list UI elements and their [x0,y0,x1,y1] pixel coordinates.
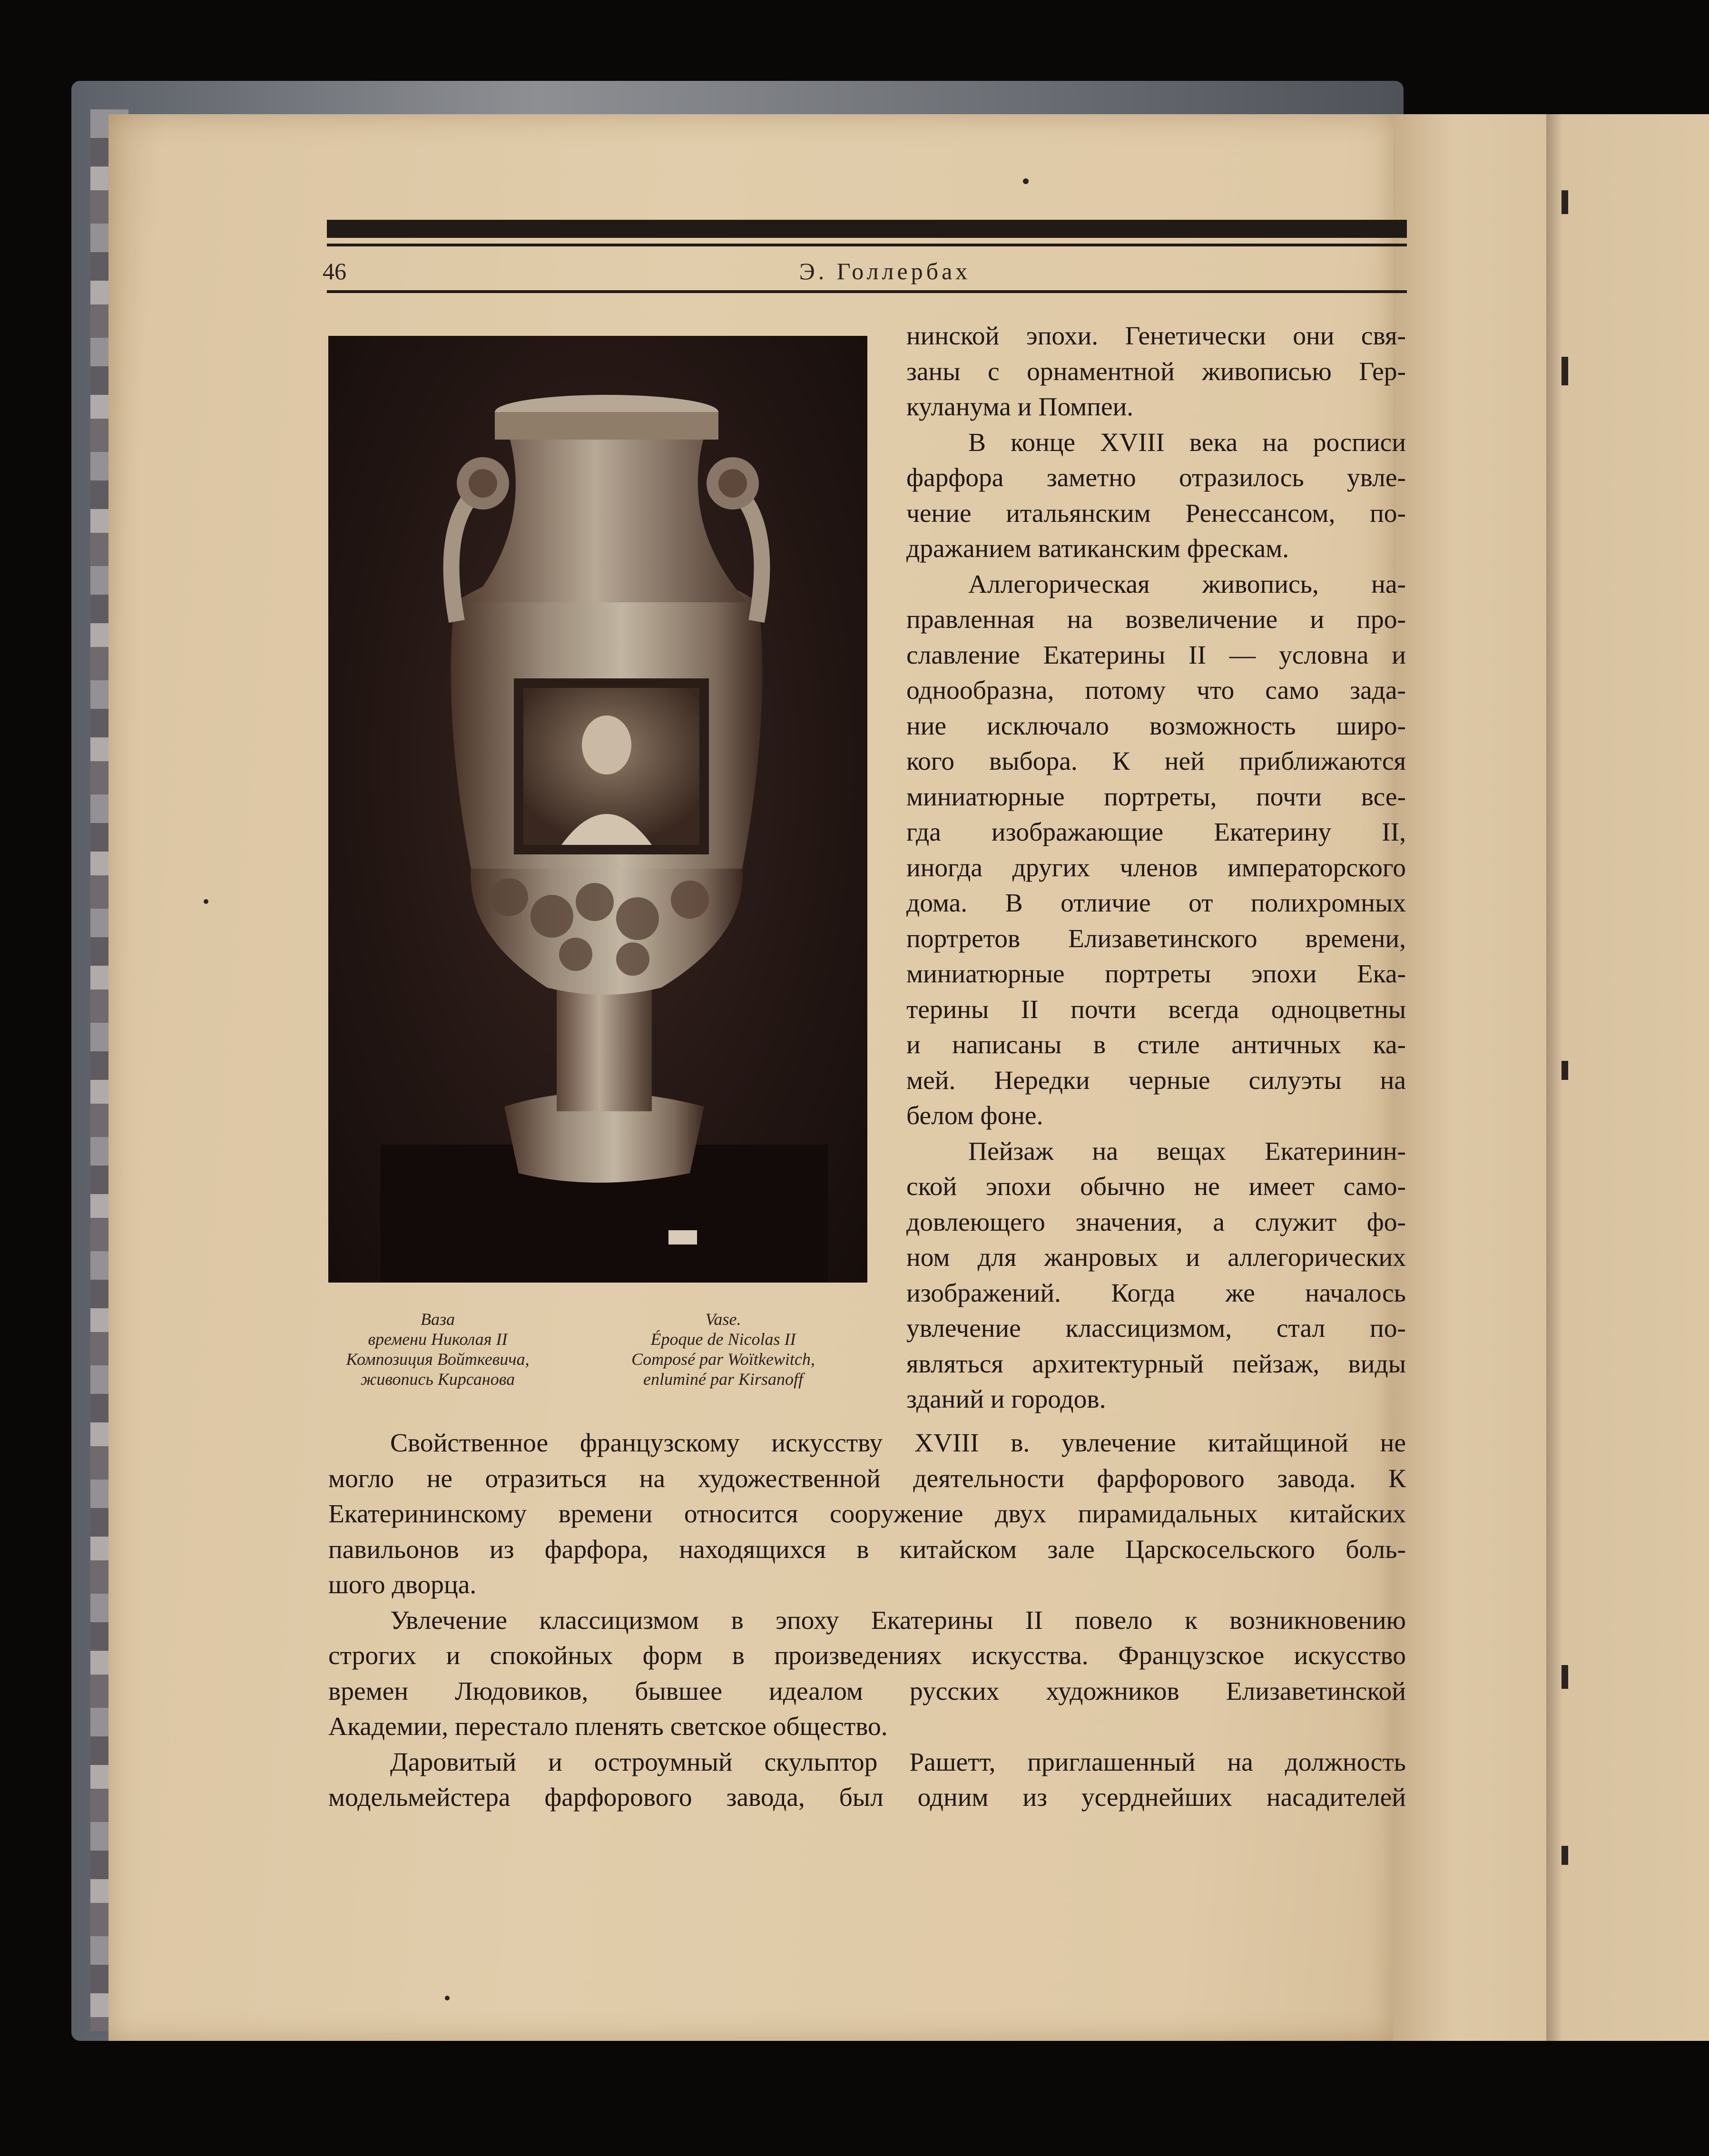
text-line: павильонов из фарфора, находящихся в китайском зале Царскосельского боль- [328,1535,1406,1564]
right-page-edge [1546,114,1709,2041]
text-line: славление Екатерины II — условна и [906,640,1406,670]
text-line: миниатюрные портреты эпохи Ека- [906,960,1406,989]
text-line: нинской эпохи. Генетически они свя- [906,322,1406,351]
page-edge-mark [1562,1061,1568,1080]
text-line: дома. В отличие от полихромных [906,889,1406,918]
text-line: заны с орнаментной живописью Гер- [906,357,1406,386]
text-line: чение итальянским Ренессансом, по- [906,499,1406,528]
caption-line: enluminé par Kirsanoff [643,1370,803,1389]
caption-line: живопись Кирсанова [360,1370,515,1389]
text-line: Екатерининскому времени относится сооружение двух пирамидальных китайских [328,1499,1406,1529]
text-line: и написаны в стиле античных ка- [906,1030,1406,1059]
caption-russian [304,1309,571,1389]
text-line: изображений. Когда же началось [906,1278,1406,1308]
text-line: Увлечение классицизмом в эпоху Екатерины II повело к возникновению [390,1606,1406,1635]
text-line: Пейзаж на вещах Екатеринин- [968,1137,1406,1166]
caption-line: времени Николая II [368,1330,508,1349]
paper-speck [445,1996,450,2000]
text-line: терины II почти всегда одноцветны [906,995,1406,1024]
text-line: модельмейстера фарфорового завода, был одним из усерднейших насадителей [328,1783,1406,1812]
text-line: белом фоне. [906,1101,1043,1130]
text-line: зданий и городов. [906,1385,1106,1414]
text-line: Даровитый и остроумный скульптор Рашетт, приглашенный на должность [390,1747,1406,1777]
caption-line: Composé par Woïtkewitch, [631,1350,815,1369]
text-line: мей. Нередки черные силуэты на [906,1066,1406,1095]
page-edge-mark [1562,1846,1568,1865]
text-line: правленная на возвеличение и про- [906,605,1406,634]
page-edge-mark [1562,1665,1568,1689]
vase-photograph [328,336,867,1283]
text-line: однообразна, потому что само зада- [906,676,1406,705]
header-rule-bottom [327,290,1407,293]
text-line: ном для жанровых и аллегорических [906,1243,1406,1272]
page-edge-mark [1562,190,1568,214]
text-line: увлечение классицизмом, стал по- [906,1314,1406,1343]
header-rule-thin [327,244,1407,246]
text-line: гда изображающие Екатерину II, [906,818,1406,847]
page-gutter [1393,114,1546,2041]
page-edge-mark [1562,357,1568,385]
text-line: дражанием ватиканским фрескам. [906,534,1289,563]
text-line: Аллегорическая живопись, на- [968,569,1406,599]
text-line: довлеющего значения, а служит фо- [906,1207,1406,1237]
caption-line: Vase. [705,1310,741,1329]
text-line: строгих и спокойных форм в произведениях искусства. Французское искусство [328,1641,1406,1670]
text-line: времен Людовиков, бывшее идеалом русских художников Елизаветинской [328,1676,1406,1706]
text-line: иногда других членов императорского [906,853,1406,882]
text-line: Академии, перестало пленять светское общество. [328,1712,888,1741]
text-line: ние исключало возможность широ- [906,711,1406,741]
text-line: В конце XVIII века на росписи [968,428,1406,457]
caption-line: Композиция Войткевича, [346,1350,530,1369]
running-head: Э. Голлербах [799,258,971,284]
text-line: шого дворца. [328,1570,477,1599]
page-number: 46 [323,258,346,284]
text-line: портретов Елизаветинского времени, [906,924,1406,953]
body-text [328,1426,1406,1816]
text-line: кого выбора. К ней приближаются [906,747,1406,776]
caption-line: Ваза [420,1310,455,1329]
column-text [906,319,1406,1418]
text-line: могло не отразиться на художественной деятельности фарфорового завода. К [328,1464,1406,1493]
text-line: являться архитектурный пейзаж, виды [906,1349,1406,1379]
caption-line: Époque de Nicolas II [650,1330,796,1349]
paper-speck [1023,178,1029,184]
text-line: Свойственное французскому искусству XVIII в. увлечение китайщиной не [390,1429,1406,1458]
vase-illustration [328,336,867,1283]
header-rule-thick [327,220,1407,238]
caption-french [590,1309,856,1389]
text-line: миниатюрные портреты, почти все- [906,782,1406,812]
text-line: куланума и Помпеи. [906,392,1134,421]
text-line: фарфора заметно отразилось увле- [906,463,1406,492]
text-line: ской эпохи обычно не имеет само- [906,1172,1406,1201]
paper-speck [204,899,208,904]
